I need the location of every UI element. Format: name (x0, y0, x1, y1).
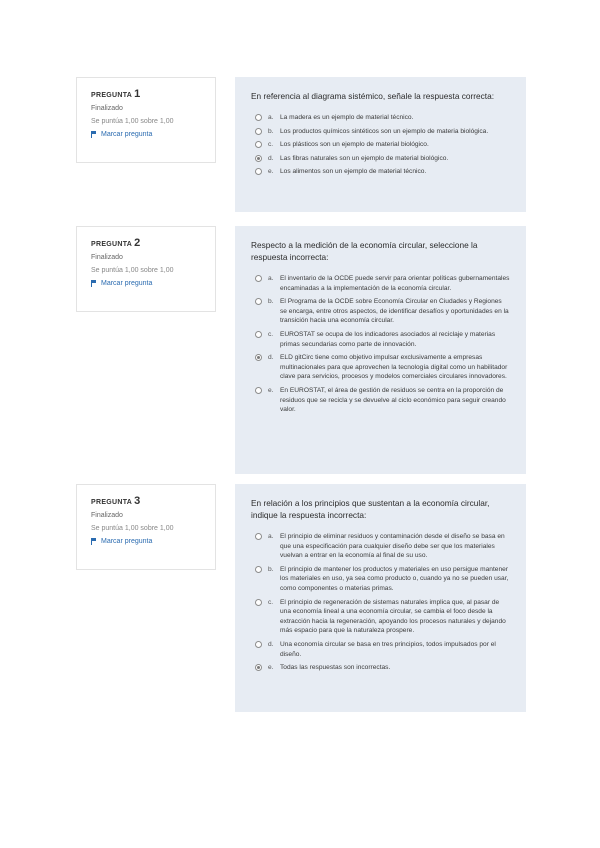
flag-question-link[interactable]: Marcar pregunta (91, 131, 202, 138)
radio-button[interactable] (255, 275, 262, 282)
answer-list (251, 532, 510, 673)
question-info-panel (76, 484, 216, 570)
answer-option[interactable]: d. Una economía circular se basa en tres principios, todos impulsados por el diseño. (251, 640, 510, 659)
flag-icon (91, 538, 97, 545)
question-number: 2 (134, 237, 141, 249)
radio-button[interactable] (255, 354, 262, 361)
question-content (235, 484, 526, 712)
radio-button[interactable] (255, 168, 262, 175)
radio-button[interactable] (255, 533, 262, 540)
radio-button[interactable] (255, 298, 262, 305)
radio-button[interactable] (255, 114, 262, 121)
answer-option[interactable]: e. Los alimentos son un ejemplo de material técnico. (251, 167, 510, 177)
flag-question-link[interactable]: Marcar pregunta (91, 538, 202, 545)
question-number: 1 (134, 88, 141, 100)
radio-button[interactable] (255, 155, 262, 162)
answer-option[interactable]: b. Los productos químicos sintéticos son un ejemplo de materia biológica. (251, 127, 510, 137)
answer-option[interactable]: a. La madera es un ejemplo de material técnico. (251, 113, 510, 123)
radio-button[interactable] (255, 141, 262, 148)
question-text: En referencia al diagrama sistémico, señale la respuesta correcta: (251, 91, 495, 101)
question-text: Respecto a la medición de la economía circular, seleccione la respuesta incorrecta: (251, 240, 478, 262)
flag-icon (91, 131, 97, 138)
question-grade: Se puntúa 1,00 sobre 1,00 (91, 525, 174, 532)
question-content (235, 77, 526, 212)
radio-button[interactable] (255, 387, 262, 394)
answer-option[interactable]: b. El principio de mantener los productos y materiales en uso persigue mantener los materiales en uso, ya sea como producto o, cuando ya no se pueden usar, como componentes o materias primas. (251, 565, 510, 594)
question-content (235, 226, 526, 474)
radio-button[interactable] (255, 128, 262, 135)
answer-list (251, 113, 510, 177)
answer-option[interactable]: e. En EUROSTAT, el área de gestión de residuos se centra en la proporción de residuos que se recicla y se devuelve al ciclo económico para seguir creando valor. (251, 386, 510, 415)
answer-option[interactable]: c. Los plásticos son un ejemplo de material biológico. (251, 140, 510, 150)
question-text: En relación a los principios que sustentan a la economía circular, indique la respuesta incorrecta: (251, 498, 490, 520)
radio-button[interactable] (255, 566, 262, 573)
answer-option[interactable]: c. EUROSTAT se ocupa de los indicadores asociados al reciclaje y materias primas secundarias como parte de innovación. (251, 330, 510, 349)
answer-option[interactable]: c. El principio de regeneración de sistemas naturales implica que, al pasar de una economía lineal a una economía circular, se cambia el foco desde la extracción hacia la regeneración, apoyando los procesos naturales y dejando más espacio para que la naturaleza prospere. (251, 598, 510, 636)
radio-button[interactable] (255, 664, 262, 671)
flag-icon (91, 280, 97, 287)
flag-question-link[interactable]: Marcar pregunta (91, 280, 202, 287)
answer-option[interactable]: d. ELD gitCirc tiene como objetivo impulsar exclusivamente a empresas multinacionales para que aprovechen la tecnología digital como un habilitador clave para servicios, procesos y modelos comerciales circulares innovadores. (251, 353, 510, 382)
question-grade: Se puntúa 1,00 sobre 1,00 (91, 118, 174, 125)
radio-button[interactable] (255, 599, 262, 606)
question-number: 3 (134, 495, 141, 507)
answer-list (251, 274, 510, 415)
question-state: Finalizado (91, 512, 123, 519)
answer-option[interactable]: b. El Programa de la OCDE sobre Economía Circular en Ciudades y Regiones se encarga, entre otros aspectos, de identificar desafíos y oportunidades en la transición hacia una economía circular. (251, 297, 510, 326)
answer-option[interactable]: a. El principio de eliminar residuos y contaminación desde el diseño se basa en que una especificación para cualquier diseño debe ser que los materiales vuelvan a entrar en la economía al final de su uso. (251, 532, 510, 561)
radio-button[interactable] (255, 641, 262, 648)
question-state: Finalizado (91, 105, 123, 112)
question-label: PREGUNTA 3 (91, 495, 141, 507)
answer-option[interactable]: a. El inventario de la OCDE puede servir para orientar políticas gubernamentales encaminadas a la implementación de la economía circular. (251, 274, 510, 293)
question-label: PREGUNTA 1 (91, 88, 141, 100)
question-info-panel (76, 77, 216, 163)
answer-option[interactable]: d. Las fibras naturales son un ejemplo de material biológico. (251, 154, 510, 164)
question-state: Finalizado (91, 254, 123, 261)
radio-button[interactable] (255, 331, 262, 338)
question-grade: Se puntúa 1,00 sobre 1,00 (91, 267, 174, 274)
answer-option[interactable]: e. Todas las respuestas son incorrectas. (251, 663, 510, 673)
question-label: PREGUNTA 2 (91, 237, 141, 249)
question-info-panel (76, 226, 216, 312)
